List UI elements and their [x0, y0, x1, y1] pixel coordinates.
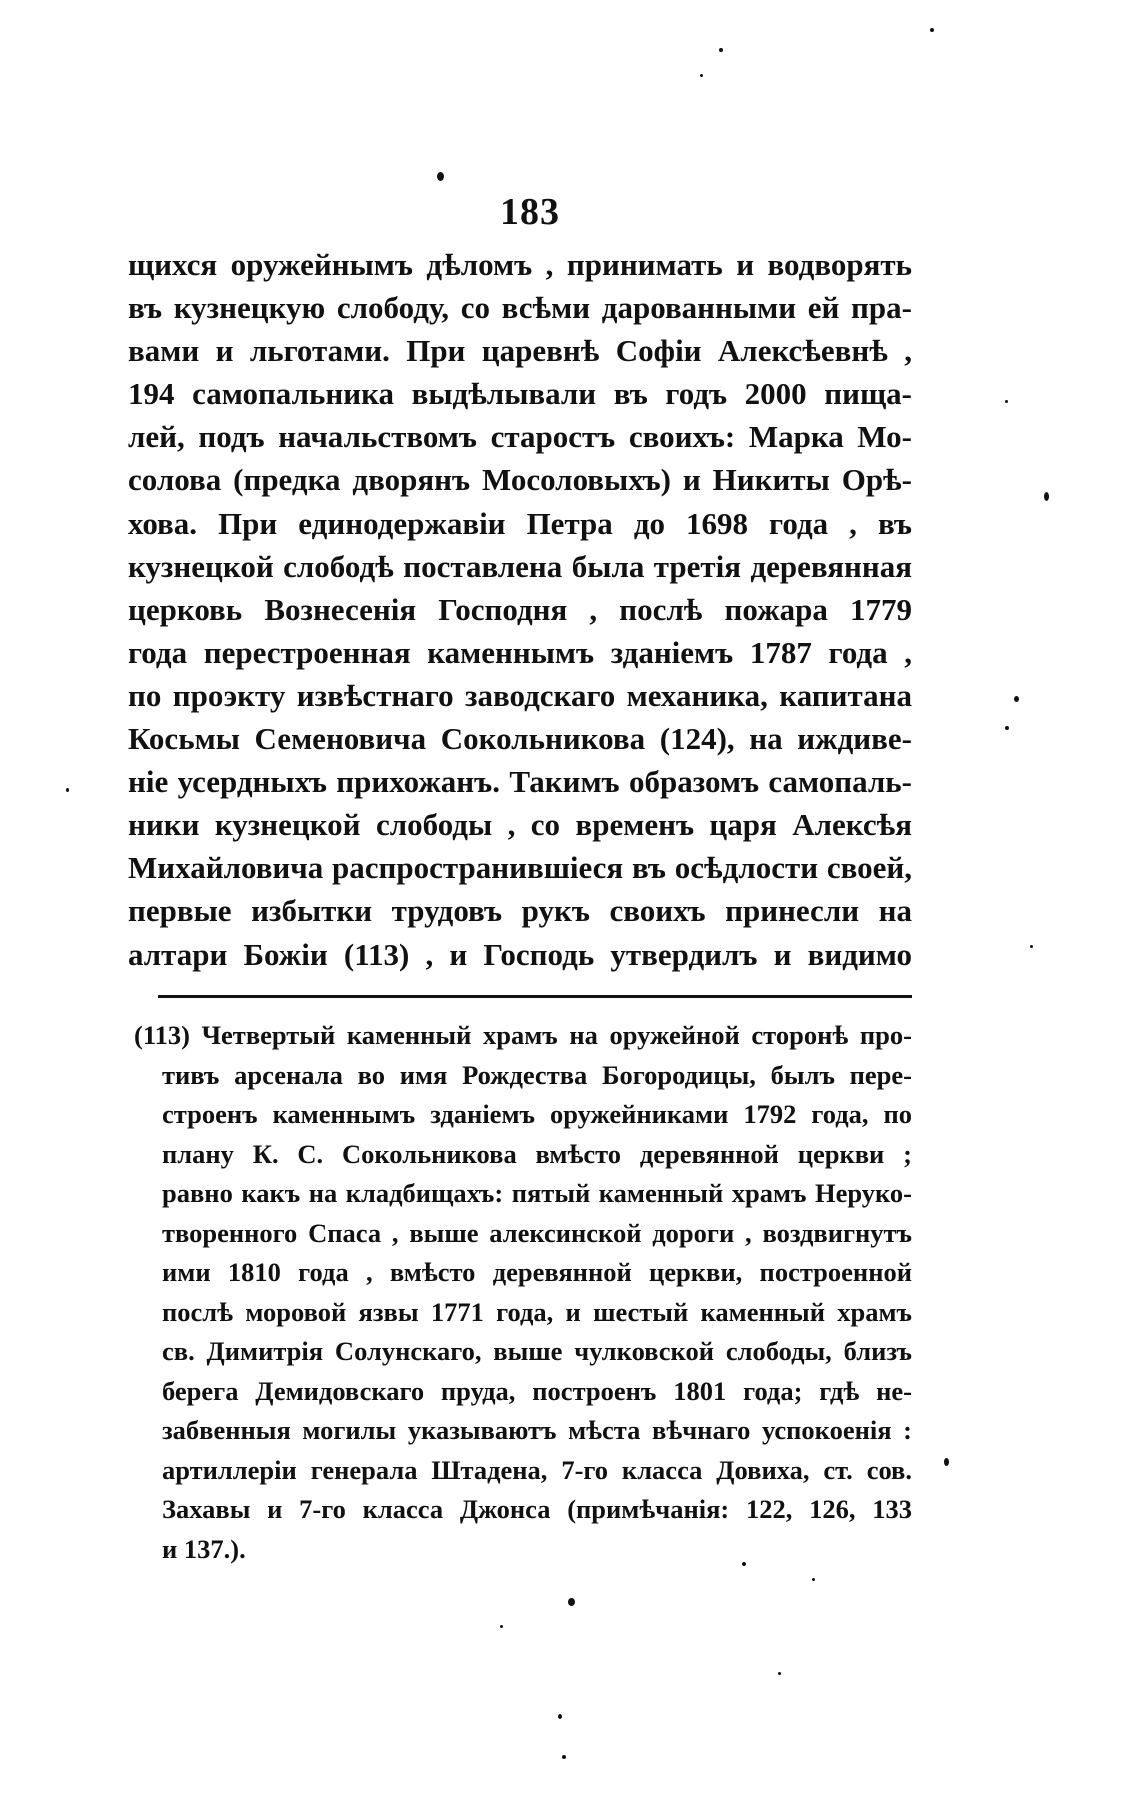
main-text-line: солова (предка дворянъ Мосоловыхъ) и Никиты Орѣ- [128, 462, 912, 498]
footnote-line: тивъ арсенала во имя Рождества Богородицы, былъ пере- [162, 1059, 912, 1090]
footnote-line: артиллеріи генерала Штадена, 7-го класса Довиха, ст. сов. [162, 1454, 912, 1485]
main-text-line: года перестроенная каменнымъ зданіемъ 1787 года , [128, 634, 912, 670]
scan-speck [437, 172, 444, 181]
footnote-line: Захавы и 7-го класса Джонса (примѣчанія: 122, 126, 133 [162, 1494, 912, 1524]
main-text-line: въ кузнецкую слободу, со всѣми дарованными ей пра- [128, 290, 912, 326]
scan-speck [719, 48, 723, 52]
main-text-line: первые избытки трудовъ рукъ своихъ принесли на [128, 893, 912, 929]
footnote-line: строенъ каменнымъ зданіемъ оружейниками 1792 года, по [162, 1099, 912, 1129]
main-text-line: Косьмы Семеновича Сокольникова (124), на иждиве- [128, 721, 912, 757]
main-text-line: вами и льготами. При царевнѣ Софіи Алексѣевнѣ , [128, 333, 912, 369]
main-text-line: щихся оружейнымъ дѣломъ , принимать и водворять [128, 247, 912, 282]
main-text-line: кузнецкой слободѣ поставлена была третія деревянная [128, 548, 912, 584]
footnote-line: (113) Четвертый каменный храмъ на оружейной сторонѣ про- [134, 1020, 912, 1050]
scan-speck [930, 28, 934, 32]
footnote-divider [158, 995, 912, 998]
scan-speck [1005, 400, 1008, 403]
footnote-block [134, 1016, 912, 1569]
scan-speck [562, 1755, 566, 1759]
footnote-line: ими 1810 года , вмѣсто деревянной церкви, построенной [162, 1257, 912, 1287]
footnote-line: творенного Спаса , выше алексинской дороги , воздвигнутъ [162, 1217, 912, 1248]
main-text-line: по проэкту извѣстнаго заводскаго механика, капитана [128, 677, 912, 713]
scan-speck [944, 1458, 949, 1466]
scan-speck [778, 1672, 781, 1675]
scan-speck [812, 1578, 815, 1581]
footnote-line: послѣ моровой язвы 1771 года, и шестый каменный храмъ [162, 1296, 912, 1327]
main-text-line: ніе усердныхъ прихожанъ. Такимъ образомъ самопаль- [128, 764, 912, 800]
footnote-line: плану К. С. Сокольникова вмѣсто деревянной церкви ; [162, 1138, 912, 1169]
main-text-line: алтари Божіи (113) , и Господь утвердилъ и видимо [128, 936, 912, 972]
main-text-line: 194 самопальника выдѣлывали въ годъ 2000 пищa- [128, 376, 912, 412]
scan-speck [742, 1562, 746, 1566]
scan-speck [1030, 945, 1033, 948]
main-text-line: лей, подъ начальствомъ старостъ своихъ: Марка Мо- [128, 419, 912, 455]
scan-speck [700, 74, 703, 77]
scan-speck [66, 788, 69, 792]
footnote-line: и 137.). [162, 1533, 246, 1564]
main-text-line: Михайловича распространившіеся въ осѣдлости своей, [128, 850, 912, 886]
page-number: 183 [500, 191, 560, 233]
scan-speck [500, 1625, 503, 1628]
footnote-line: св. Димитрія Солунскаго, выше чулковской слободы, близъ [162, 1336, 912, 1366]
footnote-line: берега Демидовскаго пруда, построенъ 1801 года; гдѣ не- [162, 1375, 912, 1406]
scan-speck [1014, 696, 1019, 702]
main-text-block [128, 243, 912, 976]
scan-speck [558, 1714, 562, 1719]
scan-speck [568, 1598, 575, 1606]
footnote-line: забвенныя могилы указываютъ мѣста вѣчнаго успокоенія : [162, 1415, 912, 1445]
scan-speck [1005, 726, 1009, 730]
main-text-line: хова. При единодержавіи Петра до 1698 года , въ [128, 505, 912, 541]
main-text-line: ники кузнецкой слободы , со временъ царя Алексѣя [128, 807, 912, 843]
footnote-line: равно какъ на кладбищахъ: пятый каменный храмъ Неруко- [162, 1178, 912, 1208]
main-text-line: церковь Вознесенія Господня , послѣ пожара 1779 [128, 591, 912, 627]
scan-speck [1044, 492, 1049, 501]
